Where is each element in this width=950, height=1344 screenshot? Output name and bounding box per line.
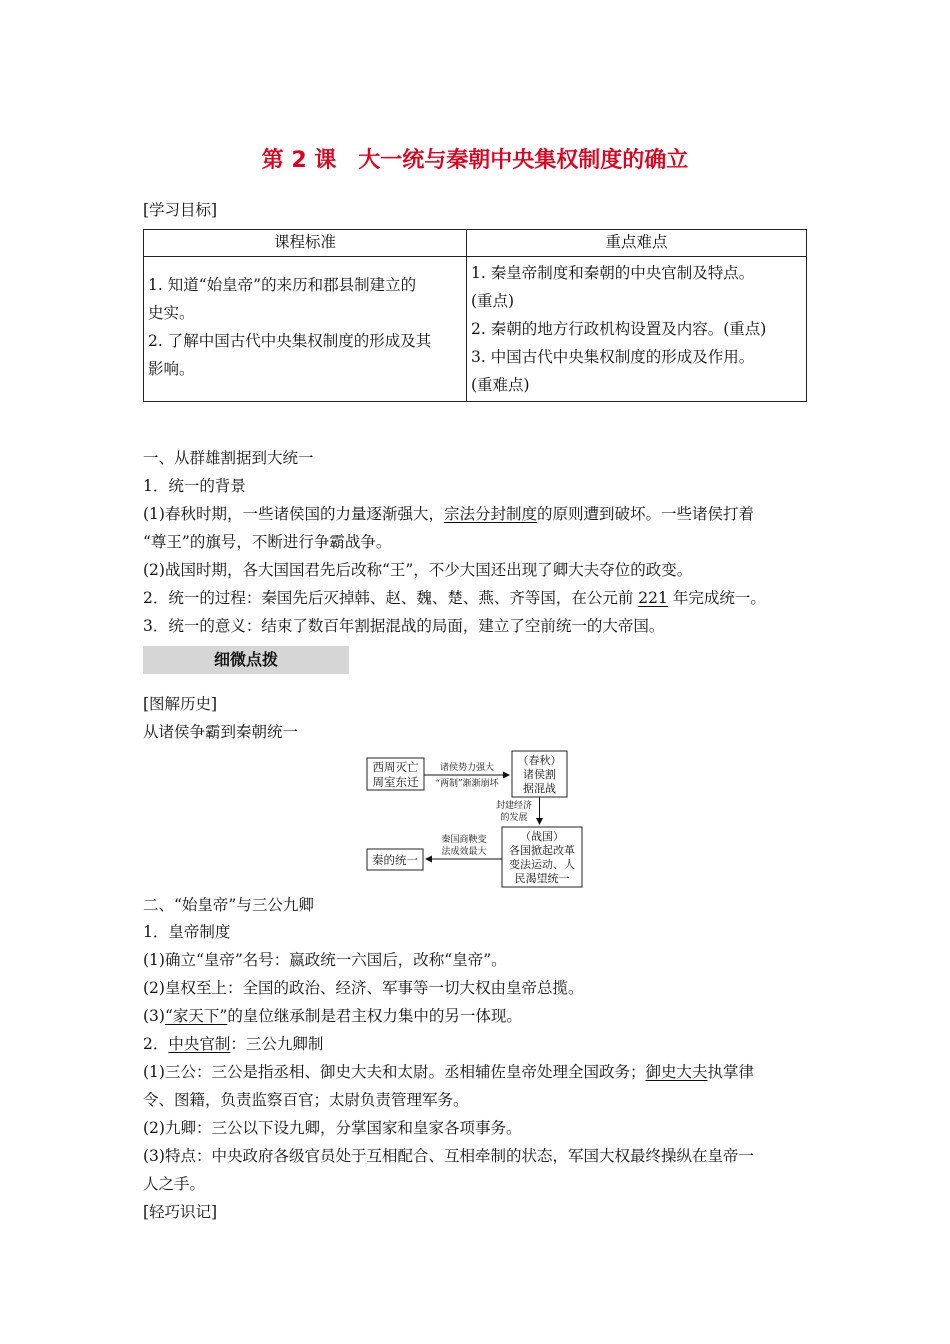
arrow-label: 的发展 — [500, 813, 528, 823]
text-run: 的皇位继承制是君主权力集中的另一体现。 — [227, 1007, 522, 1025]
underlined-term: 221 — [638, 589, 668, 607]
col-header-standards: 课程标准 — [144, 230, 467, 257]
table-header-row — [144, 230, 807, 257]
arrow-label: 法成效最大 — [441, 847, 487, 857]
cell-line: 影响。 — [148, 360, 195, 378]
standards-cell — [144, 257, 467, 402]
paragraph — [143, 1006, 522, 1026]
goals-label: [学习目标] — [143, 201, 218, 219]
text-run: 年完成统一。 — [667, 589, 766, 607]
box-text: （春秋） — [517, 754, 562, 767]
text-run: ：三公九卿制 — [230, 1035, 324, 1053]
paragraph: 1．皇帝制度 — [143, 923, 231, 941]
diagram-caption: 从诸侯争霸到秦朝统一 — [143, 723, 299, 741]
box-text: 变法运动、人 — [509, 858, 575, 871]
paragraph — [143, 1062, 754, 1082]
cell-line: (重难点) — [471, 376, 530, 394]
box-text: 各国掀起改革 — [509, 844, 575, 857]
paragraph: 令、图籍，负责监察百官；太尉负责管理军务。 — [143, 1091, 469, 1109]
paragraph: “尊王”的旗号，不断进行争霸战争。 — [143, 533, 392, 551]
learning-goals-table — [143, 229, 807, 402]
underlined-term: 宗法分封制度 — [443, 505, 537, 523]
paragraph — [143, 504, 754, 524]
col-header-key-points: 重点难点 — [467, 230, 807, 257]
box-text: （战国） — [520, 830, 564, 843]
paragraph: (2)皇权至上：全国的政治、经济、军事等一切大权由皇帝总揽。 — [143, 979, 584, 997]
underlined-term: “家天下” — [164, 1007, 228, 1025]
paragraph: 1．统一的背景 — [143, 477, 246, 495]
arrow-label: “两制”渐渐崩坏 — [435, 779, 499, 789]
text-run: (3) — [143, 1007, 165, 1025]
text-run: 的原则遭到破坏。一些诸侯打着 — [536, 505, 754, 523]
box-text: 据混战 — [523, 782, 556, 795]
paragraph — [143, 588, 766, 608]
box-text: 西周灭亡 — [372, 760, 419, 774]
arrow-label: 诸侯势力强大 — [439, 763, 495, 773]
box-text: 民渴望统一 — [514, 872, 570, 885]
section1-heading: 一、从群雄割据到大统一 — [143, 449, 314, 467]
tips-banner: 细微点拨 — [143, 646, 349, 674]
underlined-term: 御史大夫 — [645, 1063, 708, 1081]
cell-line: 1. 知道“始皇帝”的来历和郡县制建立的 — [148, 276, 417, 294]
text-run: (1)春秋时期，一些诸侯国的力量逐渐强大， — [143, 505, 444, 523]
cell-line: (重点) — [471, 292, 515, 310]
paragraph: 3．统一的意义：结束了数百年割据混战的局面，建立了空前统一的大帝国。 — [143, 617, 665, 635]
paragraph: (3)特点：中央政府各级官员处于互相配合、互相牵制的状态，军国大权最终操纵在皇帝一 — [143, 1147, 754, 1165]
cell-line: 2. 秦朝的地方行政机构设置及内容。(重点) — [471, 320, 767, 338]
box-text: 秦的统一 — [372, 853, 418, 867]
paragraph — [143, 1034, 323, 1054]
table-row — [144, 257, 807, 402]
history-flow-diagram — [364, 748, 588, 890]
box-text: 诸侯割 — [523, 768, 556, 781]
paragraph: (1)确立“皇帝”名号：嬴政统一六国后，改称“皇帝”。 — [143, 951, 507, 969]
lesson-title: 第 2 课 大一统与秦朝中央集权制度的确立 — [261, 148, 689, 173]
key-points-cell — [467, 257, 807, 402]
cell-line: 史实。 — [148, 304, 195, 322]
box-text: 周室东迁 — [372, 775, 419, 789]
diagram-label: [图解历史] — [143, 695, 218, 713]
arrow-label: 封建经济 — [495, 801, 533, 811]
text-run: 2．统一的过程：秦国先后灭掉韩、赵、魏、楚、燕、齐等国，在公元前 — [143, 589, 639, 607]
cell-line: 2. 了解中国古代中央集权制度的形成及其 — [148, 332, 432, 350]
paragraph: 人之手。 — [143, 1175, 206, 1193]
paragraph: (2)九卿：三公以下设九卿，分掌国家和皇家各项事务。 — [143, 1119, 522, 1137]
section2-heading: 二、“始皇帝”与三公九卿 — [143, 896, 314, 914]
text-run: 执掌律 — [707, 1063, 754, 1081]
text-run: 2． — [143, 1035, 169, 1053]
paragraph: (2)战国时期，各大国国君先后改称“王”，不少大国还出现了卿大夫夺位的政变。 — [143, 561, 693, 579]
cell-line: 3. 中国古代中央集权制度的形成及作用。 — [471, 348, 755, 366]
underlined-term: 中央官制 — [168, 1035, 231, 1053]
arrow-label: 秦国商鞅变 — [441, 835, 487, 845]
text-run: (1)三公：三公是指丞相、御史大夫和太尉。丞相辅佐皇帝处理全国政务； — [143, 1063, 646, 1081]
memory-tips-label: [轻巧识记] — [143, 1203, 218, 1221]
cell-line: 1. 秦皇帝制度和秦朝的中央官制及特点。 — [471, 264, 755, 282]
